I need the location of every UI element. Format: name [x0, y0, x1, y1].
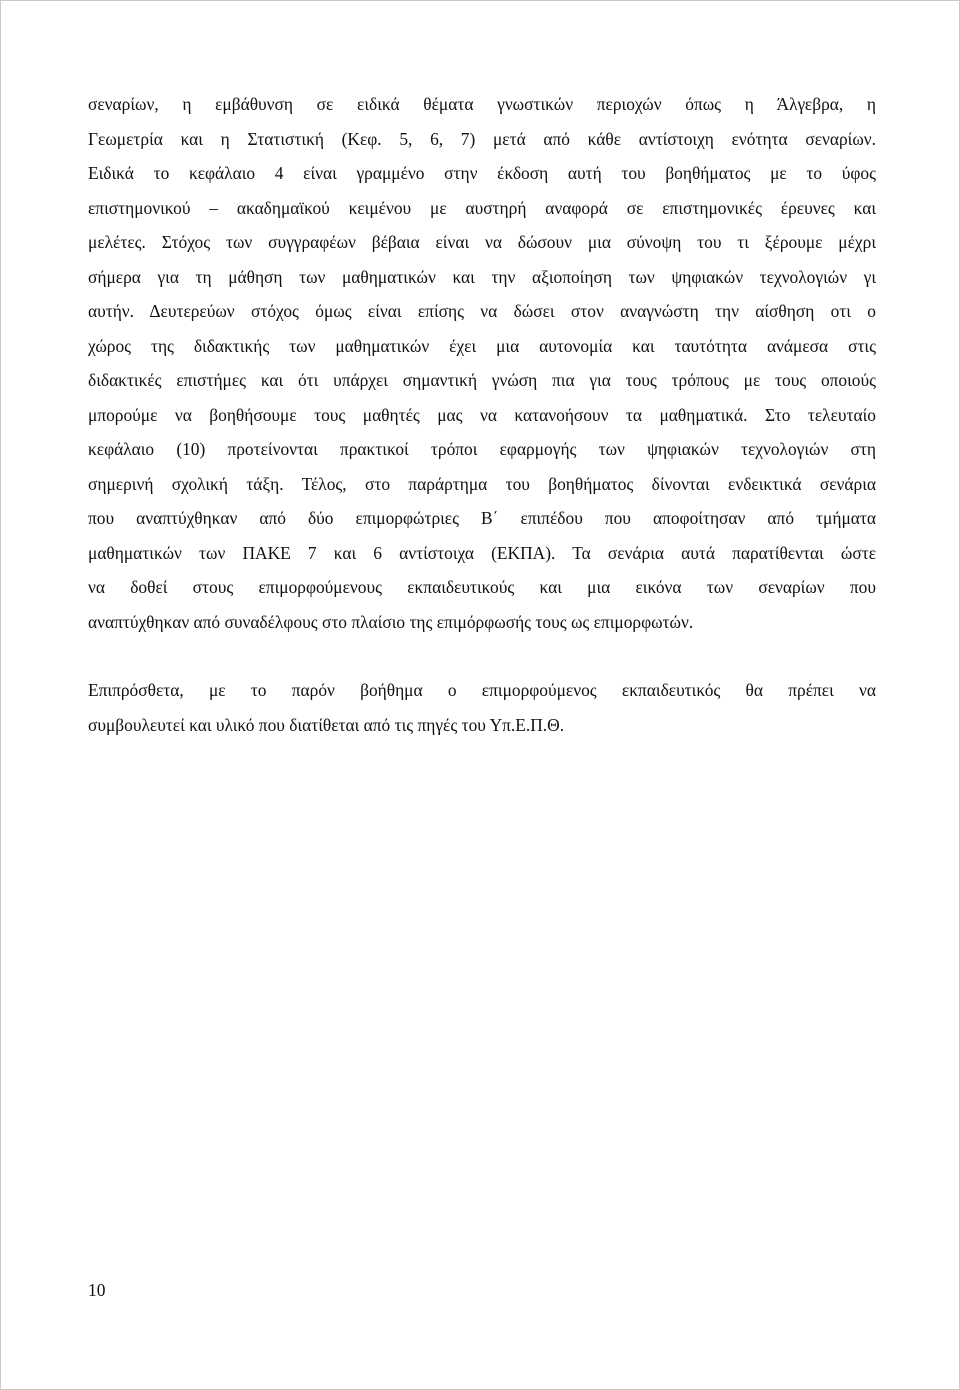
text-line: μελέτες. Στόχος των συγγραφέων βέβαια είναι να δώσουν μια σύνοψη του τι ξέρουμε μέχρι: [88, 232, 876, 252]
text-line: μαθηματικών των ΠΑΚΕ 7 και 6 αντίστοιχα (ΕΚΠΑ). Τα σενάρια αυτά παρατίθενται ώστε: [88, 542, 876, 563]
text-line: επιστημονικού – ακαδημαϊκού κειμένου με αυστηρή αναφορά σε επιστημονικές έρευνες και: [88, 197, 876, 218]
text-line: μπορούμε να βοηθήσουμε τους μαθητές μας να κατανοήσουν τα μαθηματικά. Στο τελευταίο: [88, 404, 876, 425]
page-number: 10: [88, 1280, 106, 1300]
text-line: σήμερα για τη μάθηση των μαθηματικών και την αξιοποίηση των ψηφιακών τεχνολογιών γι: [88, 266, 876, 287]
text-line: Ειδικά το κεφάλαιο 4 είναι γραμμένο στην έκδοση αυτή του βοηθήματος με το ύφος: [88, 163, 876, 183]
text-line: διδακτικές επιστήμες και ότι υπάρχει σημαντική γνώση πια για τους τρόπους με τους οποιούς: [88, 370, 876, 390]
paragraph-1: [88, 87, 876, 639]
text-line: που αναπτύχθηκαν από δύο επιμορφώτριες Β΄ επιπέδου που αποφοίτησαν από τμήματα: [88, 508, 876, 528]
text-line: συμβουλευτεί και υλικό που διατίθεται από τις πηγές του Υπ.Ε.Π.Θ.: [88, 714, 565, 735]
text-line: σημερινή σχολική τάξη. Τέλος, στο παράρτημα του βοηθήματος δίνονται ενδεικτικά σενάρια: [88, 473, 876, 494]
text-line: Γεωμετρία και η Στατιστική (Κεφ. 5, 6, 7) μετά από κάθε αντίστοιχη ενότητα σεναρίων.: [88, 128, 876, 149]
text-line: Επιπρόσθετα, με το παρόν βοήθημα ο επιμορφούμενος εκπαιδευτικός θα πρέπει να: [88, 680, 876, 700]
text-line: κεφάλαιο (10) προτείνονται πρακτικοί τρόποι εφαρμογής των ψηφιακών τεχνολογιών στη: [88, 439, 876, 459]
text-line: αυτήν. Δευτερεύων στόχος όμως είναι επίσης να δώσει στον αναγνώστη την αίσθηση οτι ο: [88, 301, 876, 321]
text-line: χώρος της διδακτικής των μαθηματικών έχει μια αυτονομία και ταυτότητα ανάμεσα στις: [88, 335, 876, 356]
paragraph-2: [88, 673, 876, 742]
text-line: σεναρίων, η εμβάθυνση σε ειδικά θέματα γνωστικών περιοχών όπως η Άλγεβρα, η: [88, 94, 876, 114]
text-line: αναπτύχθηκαν από συναδέλφους στο πλαίσιο της επιμόρφωσής τους ως επιμορφωτών.: [88, 611, 694, 632]
text-line: να δοθεί στους επιμορφούμενους εκπαιδευτικούς και μια εικόνα των σεναρίων που: [88, 577, 876, 597]
